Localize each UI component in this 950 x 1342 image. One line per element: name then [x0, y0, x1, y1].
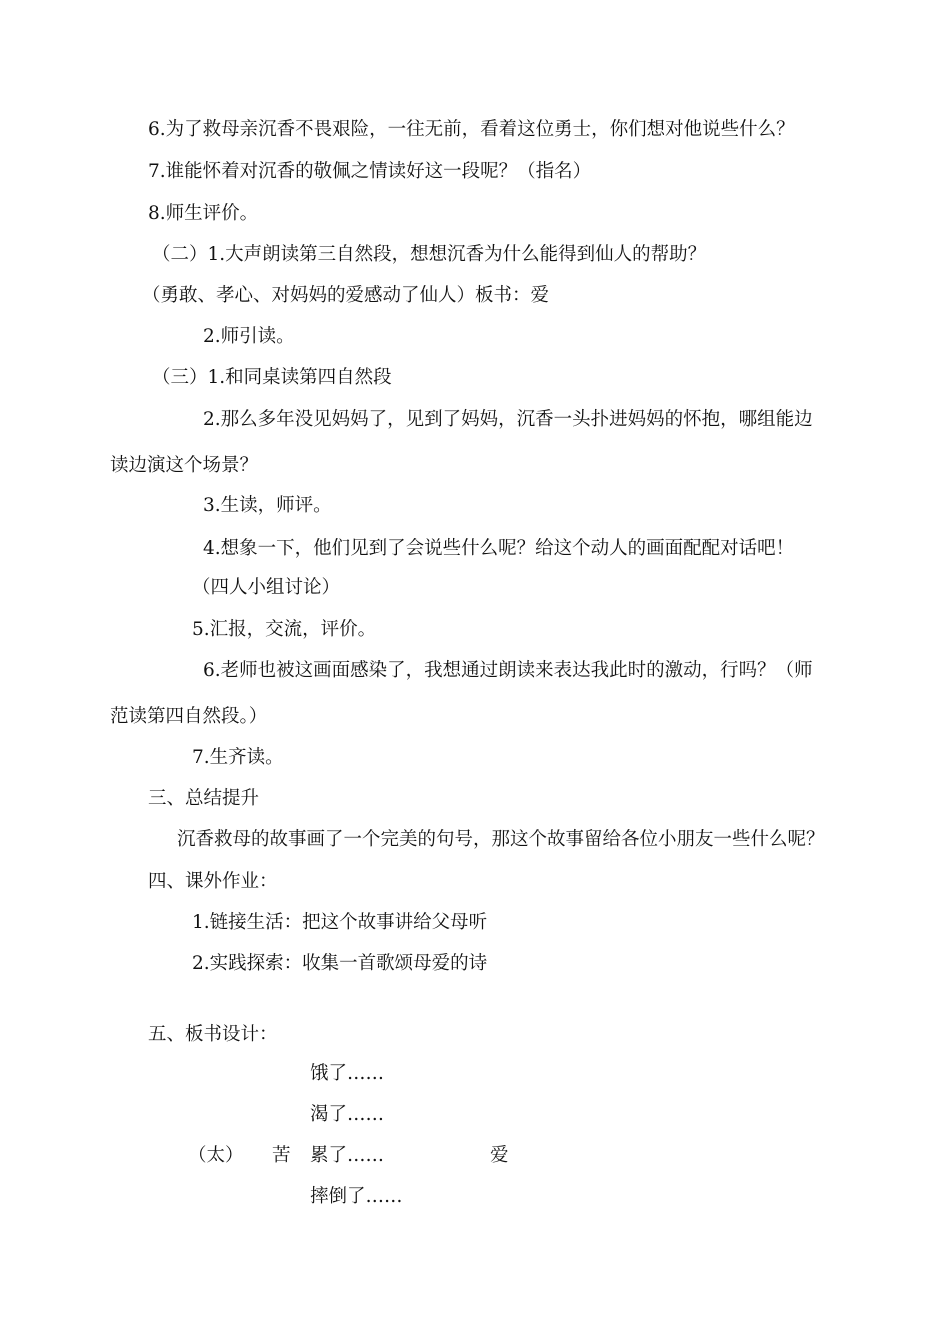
- text-line: 4.想象一下，他们见到了会说些什么呢？给这个动人的画面配配对话吧！: [203, 538, 795, 559]
- text-line: 读边演这个场景？: [110, 455, 259, 476]
- board-tired: 累了……: [310, 1145, 385, 1166]
- text-line: 2.实践探索：收集一首歌颂母爱的诗: [192, 953, 488, 974]
- text-line: （三）1.和同桌读第四自然段: [152, 367, 392, 388]
- board-tai: （太）: [188, 1145, 244, 1166]
- text-line: 2.那么多年没见妈妈了，见到了妈妈，沉香一头扑进妈妈的怀抱，哪组能边: [203, 409, 813, 430]
- text-line: 6.为了救母亲沉香不畏艰险，一往无前，看着这位勇士，你们想对他说些什么？: [148, 119, 795, 140]
- board-hungry: 饿了……: [310, 1063, 385, 1084]
- section-heading: 三、总结提升: [148, 788, 260, 809]
- text-line: 沉香救母的故事画了一个完美的句号，那这个故事留给各位小朋友一些什么呢？: [177, 829, 825, 850]
- text-line: （二）1.大声朗读第三自然段，想想沉香为什么能得到仙人的帮助？: [152, 244, 707, 265]
- board-thirsty: 渴了……: [310, 1104, 385, 1125]
- text-line: 1.链接生活：把这个故事讲给父母听: [192, 912, 488, 933]
- board-fell: 摔倒了……: [310, 1186, 403, 1207]
- section-heading: 四、课外作业：: [148, 871, 278, 892]
- section-heading: 五、板书设计：: [148, 1024, 278, 1045]
- text-line: 7.生齐读。: [192, 747, 284, 768]
- text-line: （四人小组讨论）: [192, 577, 341, 598]
- text-line: 8.师生评价。: [148, 203, 259, 224]
- board-ku: 苦: [272, 1145, 291, 1166]
- text-line: 5.汇报，交流，评价。: [192, 619, 377, 640]
- board-love: 爱: [490, 1145, 509, 1166]
- text-line: （勇敢、孝心、对妈妈的爱感动了仙人）板书：爱: [142, 285, 550, 306]
- text-line: 3.生读，师评。: [203, 495, 332, 516]
- text-line: 2.师引读。: [203, 326, 295, 347]
- text-line: 范读第四自然段。）: [110, 706, 268, 727]
- text-line: 7.谁能怀着对沉香的敬佩之情读好这一段呢？（指名）: [148, 161, 592, 182]
- text-line: 6.老师也被这画面感染了，我想通过朗读来表达我此时的激动，行吗？（师: [203, 660, 813, 681]
